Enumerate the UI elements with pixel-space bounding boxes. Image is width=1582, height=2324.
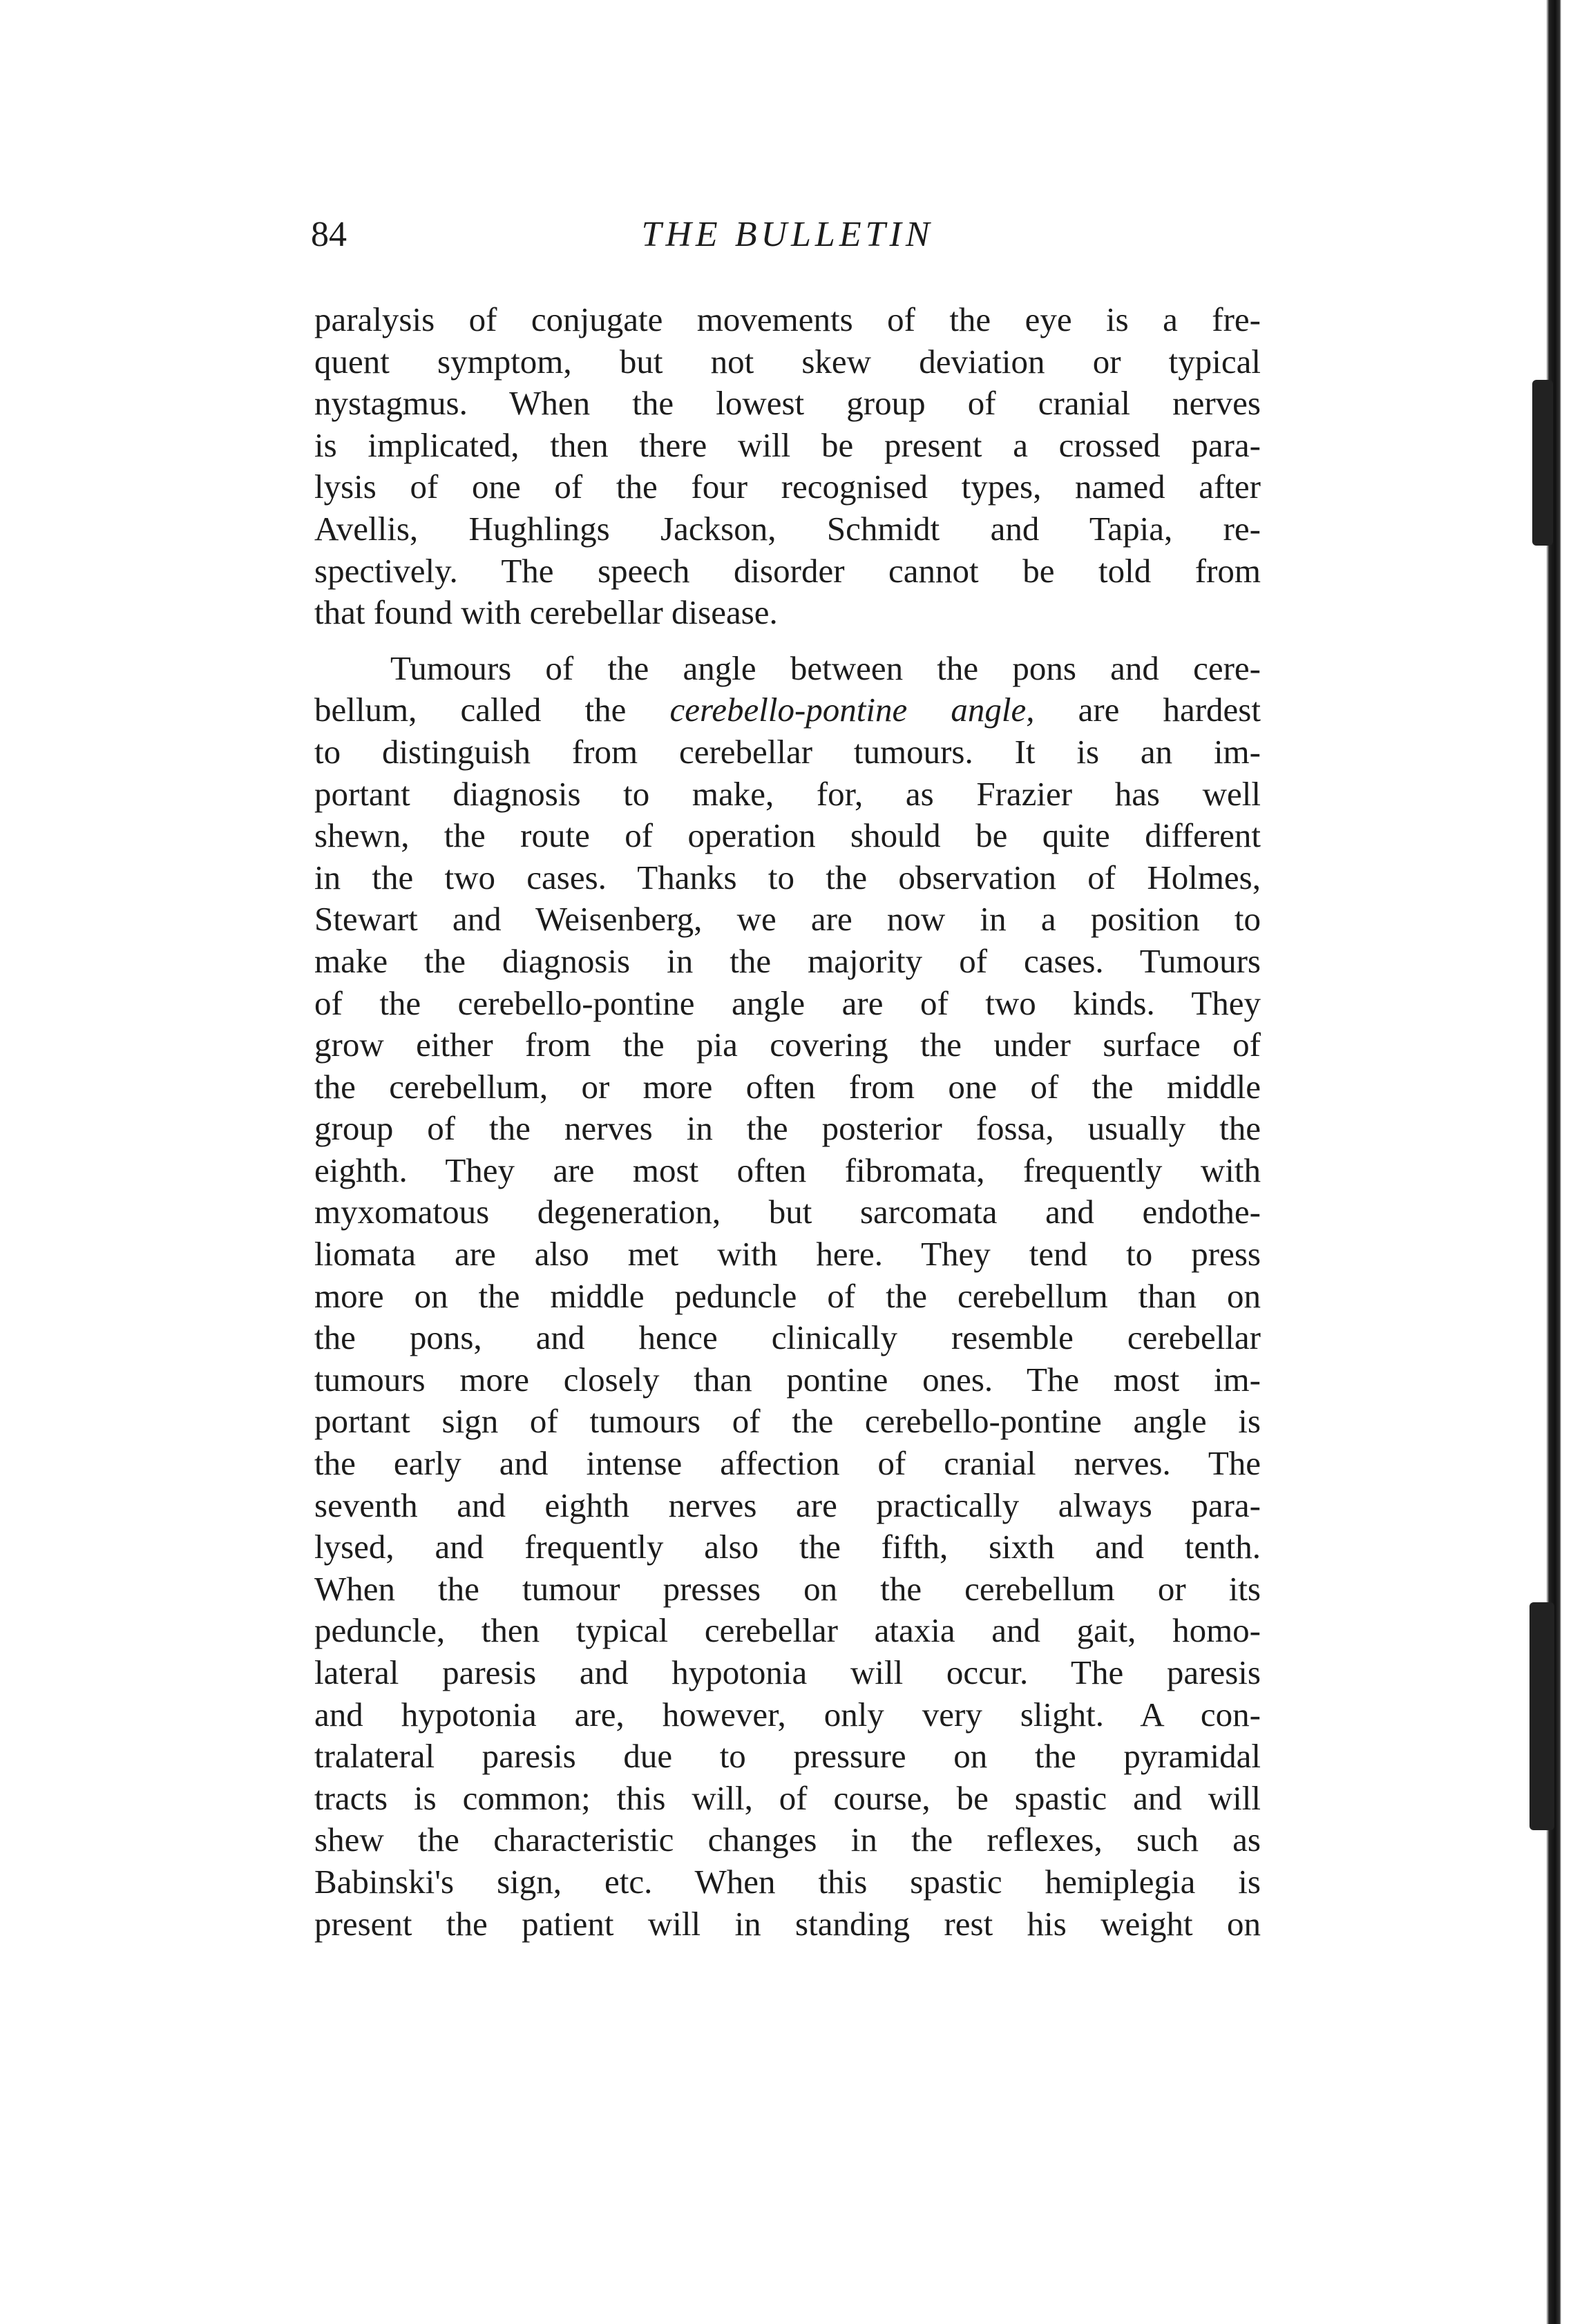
- text-line: myxomatous degeneration, but sarcomata and endothe-: [314, 1193, 1261, 1231]
- text-line: lysis of one of the four recognised types, named after: [314, 468, 1261, 506]
- text-line: portant sign of tumours of the cerebello-pontine angle is: [314, 1402, 1261, 1441]
- text-line: liomata are also met with here. They tend to press: [314, 1235, 1261, 1274]
- body-text: [314, 299, 1261, 1959]
- paragraph: [314, 648, 1261, 1945]
- paragraph: [314, 299, 1261, 634]
- text-segment: bellum, called the: [314, 691, 670, 729]
- text-line: portant diagnosis to make, for, as Frazier has well: [314, 774, 1261, 813]
- text-line: When the tumour presses on the cerebellum or its: [314, 1569, 1261, 1608]
- text-line: seventh and eighth nerves are practically always para-: [314, 1486, 1261, 1524]
- text-line: peduncle, then typical cerebellar ataxia and gait, homo-: [314, 1611, 1261, 1650]
- binding-mark: [1529, 1602, 1554, 1830]
- text-line: spectively. The speech disorder cannot be told from: [314, 551, 1261, 590]
- text-line: eighth. They are most often fibromata, frequently with: [314, 1151, 1261, 1189]
- text-line: quent symptom, but not skew deviation or typical: [314, 342, 1261, 381]
- text-line: Stewart and Weisenberg, we are now in a position to: [314, 900, 1261, 939]
- running-head: THE BULLETIN: [641, 215, 934, 254]
- text-line: Babinski's sign, etc. When this spastic hemiplegia is: [314, 1862, 1261, 1901]
- text-line: make the diagnosis in the majority of cases. Tumours: [314, 941, 1261, 980]
- text-line: the pons, and hence clinically resemble cerebellar: [314, 1318, 1261, 1357]
- text-line: of the cerebello-pontine angle are of two kinds. They: [314, 983, 1261, 1022]
- text-line: lateral paresis and hypotonia will occur. The paresis: [314, 1653, 1261, 1691]
- binding-edge: [1546, 0, 1561, 2324]
- text-line: is implicated, then there will be present a crossed para-: [314, 425, 1261, 464]
- text-line: to distinguish from cerebellar tumours. It is an im-: [314, 732, 1261, 771]
- italic-term: cerebello-pontine angle,: [669, 691, 1035, 729]
- binding-mark: [1532, 380, 1553, 546]
- page-number: 84: [311, 215, 347, 254]
- text-line: that found with cerebellar disease.: [314, 593, 778, 632]
- text-line: in the two cases. Thanks to the observation of Holmes,: [314, 858, 1261, 896]
- text-line: tracts is common; this will, of course, be spastic and will: [314, 1778, 1261, 1817]
- text-line: tralateral paresis due to pressure on the pyramidal: [314, 1737, 1261, 1776]
- text-line: more on the middle peduncle of the cerebellum than on: [314, 1276, 1261, 1315]
- text-line: paralysis of conjugate movements of the eye is a fre-: [314, 300, 1261, 338]
- text-line: Tumours of the angle between the pons and cere-: [390, 649, 1261, 687]
- text-line: grow either from the pia covering the under surface of: [314, 1026, 1261, 1064]
- text-line: group of the nerves in the posterior fossa, usually the: [314, 1109, 1261, 1148]
- text-line: shewn, the route of operation should be quite different: [314, 816, 1261, 855]
- text-line: and hypotonia are, however, only very slight. A con-: [314, 1695, 1261, 1734]
- text-line: [314, 689, 1261, 731]
- text-line: the early and intense affection of cranial nerves. The: [314, 1444, 1261, 1483]
- page-header: [311, 207, 1264, 262]
- text-segment: are hardest: [1034, 691, 1261, 729]
- text-line: shew the characteristic changes in the reflexes, such as: [314, 1821, 1261, 1859]
- text-line: nystagmus. When the lowest group of cranial nerves: [314, 384, 1261, 423]
- text-line: the cerebellum, or more often from one of the middle: [314, 1067, 1261, 1106]
- text-line: Avellis, Hughlings Jackson, Schmidt and Tapia, re-: [314, 509, 1261, 548]
- text-line: present the patient will in standing rest his weight on: [314, 1904, 1261, 1943]
- text-line: lysed, and frequently also the fifth, sixth and tenth.: [314, 1528, 1261, 1566]
- text-line: tumours more closely than pontine ones. The most im-: [314, 1360, 1261, 1399]
